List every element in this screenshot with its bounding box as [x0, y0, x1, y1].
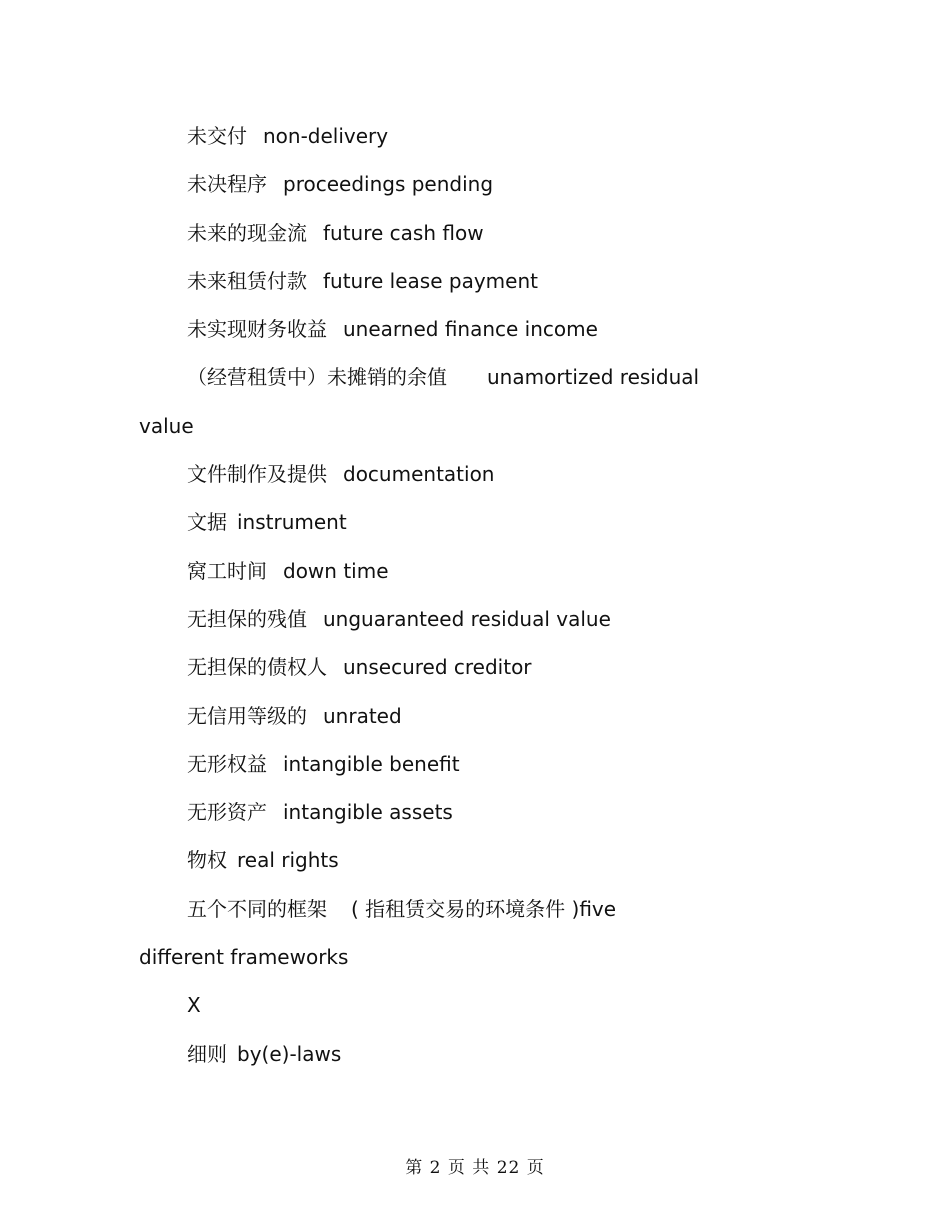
glossary-entry-continuation: different frameworks — [139, 945, 349, 970]
section-letter: X — [187, 993, 201, 1018]
glossary-entry — [0, 836, 950, 884]
glossary-entry-continuation: value — [139, 413, 194, 438]
glossary-entry — [0, 450, 950, 498]
english-term: unsecured creditor — [343, 655, 532, 680]
chinese-term: 无形权益 — [187, 751, 267, 776]
chinese-term: 无担保的债权人 — [187, 655, 327, 680]
english-term: unearned finance income — [343, 317, 598, 342]
glossary-entry — [0, 788, 950, 836]
english-term: intangible benefit — [283, 751, 460, 776]
chinese-term: 细则 — [187, 1041, 227, 1066]
glossary-entry — [0, 595, 950, 643]
chinese-term: 未来的现金流 — [187, 220, 307, 245]
chinese-term: 未交付 — [187, 124, 247, 148]
chinese-term: （经营租赁中）未摊销的余值 — [187, 365, 447, 390]
glossary-entry — [0, 643, 950, 691]
english-term: intangible assets — [283, 800, 453, 825]
page-footer: 第 2 页 共 22 页 — [405, 1158, 545, 1178]
english-term: ( 指租赁交易的环境条件 )five — [351, 896, 617, 921]
english-term: real rights — [237, 848, 339, 873]
english-term: unamortized residual — [487, 365, 700, 390]
chinese-term: 未实现财务收益 — [187, 317, 327, 342]
glossary-entry — [0, 885, 950, 933]
glossary-entry — [0, 112, 950, 160]
glossary-entry — [0, 1030, 950, 1078]
glossary-entry — [0, 740, 950, 788]
glossary-list — [0, 112, 950, 1078]
english-term: non-delivery — [263, 124, 389, 148]
english-term: future cash flow — [323, 220, 484, 245]
glossary-entry — [0, 160, 950, 208]
chinese-term: 无担保的残值 — [187, 606, 307, 631]
chinese-term: 五个不同的框架 — [187, 896, 327, 921]
english-term: down time — [283, 558, 389, 583]
english-term: instrument — [237, 510, 347, 535]
english-term: unguaranteed residual value — [323, 606, 611, 631]
glossary-entry — [0, 498, 950, 546]
english-term: by(e)-laws — [237, 1041, 342, 1066]
chinese-term: 未决程序 — [187, 172, 267, 197]
glossary-entry — [0, 547, 950, 595]
chinese-term: 物权 — [187, 848, 227, 873]
english-term: future lease payment — [323, 268, 538, 293]
english-term: unrated — [323, 703, 402, 728]
glossary-entry — [0, 692, 950, 740]
chinese-term: 无信用等级的 — [187, 703, 307, 728]
chinese-term: 文件制作及提供 — [187, 462, 327, 487]
chinese-term: 未来租赁付款 — [187, 268, 307, 293]
english-term: documentation — [343, 462, 495, 487]
chinese-term: 文据 — [187, 510, 227, 535]
english-term: proceedings pending — [283, 172, 494, 197]
glossary-entry — [0, 353, 950, 401]
glossary-entry — [0, 257, 950, 305]
glossary-entry — [0, 209, 950, 257]
glossary-entry — [0, 305, 950, 353]
chinese-term: 无形资产 — [187, 800, 267, 825]
chinese-term: 窝工时间 — [187, 558, 267, 583]
